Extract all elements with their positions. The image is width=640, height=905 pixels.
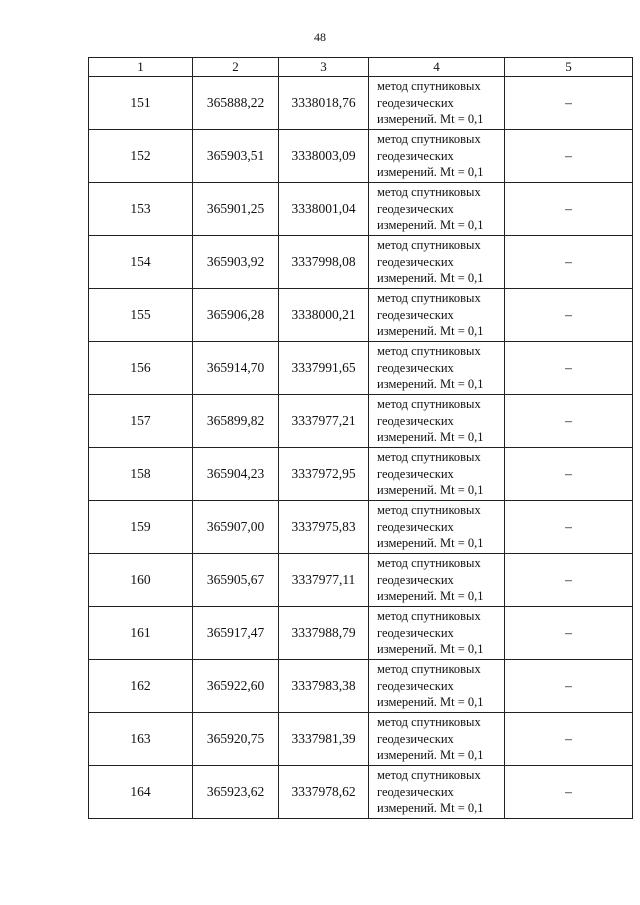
note-cell: – xyxy=(505,660,633,713)
coordinate-y-cell: 3337978,62 xyxy=(279,766,369,819)
point-number-cell: 164 xyxy=(89,766,193,819)
method-line: метод спутниковых xyxy=(377,185,481,200)
method-cell xyxy=(369,289,505,342)
table-row xyxy=(89,713,633,766)
coordinate-x-cell: 365899,82 xyxy=(193,395,279,448)
coordinate-y-cell: 3338001,04 xyxy=(279,183,369,236)
method-line: измерений. Mt = 0,1 xyxy=(377,377,484,392)
table-row xyxy=(89,342,633,395)
note-cell: – xyxy=(505,554,633,607)
coordinate-y-cell: 3338018,76 xyxy=(279,77,369,130)
method-line: измерений. Mt = 0,1 xyxy=(377,165,484,180)
method-line: метод спутниковых xyxy=(377,79,481,94)
coordinate-y-cell: 3337981,39 xyxy=(279,713,369,766)
header-col-5: 5 xyxy=(505,58,633,77)
table-row xyxy=(89,554,633,607)
method-line: измерений. Mt = 0,1 xyxy=(377,430,484,445)
point-number-cell: 161 xyxy=(89,607,193,660)
method-line: метод спутниковых xyxy=(377,715,481,730)
coordinate-y-cell: 3337977,11 xyxy=(279,554,369,607)
point-number-cell: 153 xyxy=(89,183,193,236)
method-line: геодезических xyxy=(377,360,454,375)
method-line: метод спутниковых xyxy=(377,132,481,147)
point-number-cell: 156 xyxy=(89,342,193,395)
point-number-cell: 160 xyxy=(89,554,193,607)
note-cell: – xyxy=(505,766,633,819)
note-cell: – xyxy=(505,130,633,183)
method-line: геодезических xyxy=(377,254,454,269)
header-col-3: 3 xyxy=(279,58,369,77)
method-line: измерений. Mt = 0,1 xyxy=(377,536,484,551)
method-line: геодезических xyxy=(377,466,454,481)
method-line: геодезических xyxy=(377,784,454,799)
table-row xyxy=(89,448,633,501)
table-row xyxy=(89,236,633,289)
note-cell: – xyxy=(505,236,633,289)
method-line: геодезических xyxy=(377,731,454,746)
method-cell xyxy=(369,130,505,183)
coordinate-y-cell: 3337977,21 xyxy=(279,395,369,448)
method-line: метод спутниковых xyxy=(377,662,481,677)
table-row xyxy=(89,77,633,130)
method-cell xyxy=(369,395,505,448)
method-cell xyxy=(369,713,505,766)
coordinate-y-cell: 3337975,83 xyxy=(279,501,369,554)
header-col-1: 1 xyxy=(89,58,193,77)
table-header xyxy=(89,58,633,77)
coordinate-y-cell: 3338000,21 xyxy=(279,289,369,342)
coordinate-x-cell: 365906,28 xyxy=(193,289,279,342)
table-row xyxy=(89,501,633,554)
point-number-cell: 158 xyxy=(89,448,193,501)
table-row xyxy=(89,766,633,819)
method-line: метод спутниковых xyxy=(377,503,481,518)
point-number-cell: 155 xyxy=(89,289,193,342)
point-number-cell: 152 xyxy=(89,130,193,183)
note-cell: – xyxy=(505,448,633,501)
method-cell xyxy=(369,660,505,713)
note-cell: – xyxy=(505,183,633,236)
method-line: измерений. Mt = 0,1 xyxy=(377,112,484,127)
method-line: метод спутниковых xyxy=(377,768,481,783)
method-line: измерений. Mt = 0,1 xyxy=(377,642,484,657)
method-line: метод спутниковых xyxy=(377,344,481,359)
coordinate-x-cell: 365922,60 xyxy=(193,660,279,713)
method-line: геодезических xyxy=(377,148,454,163)
method-cell xyxy=(369,342,505,395)
method-line: геодезических xyxy=(377,95,454,110)
coordinate-y-cell: 3337998,08 xyxy=(279,236,369,289)
method-line: измерений. Mt = 0,1 xyxy=(377,271,484,286)
coordinate-x-cell: 365920,75 xyxy=(193,713,279,766)
header-col-2: 2 xyxy=(193,58,279,77)
point-number-cell: 154 xyxy=(89,236,193,289)
coordinates-table xyxy=(88,57,633,819)
method-cell xyxy=(369,554,505,607)
coordinate-y-cell: 3337972,95 xyxy=(279,448,369,501)
method-cell xyxy=(369,236,505,289)
method-line: геодезических xyxy=(377,519,454,534)
coordinate-y-cell: 3337991,65 xyxy=(279,342,369,395)
header-row xyxy=(89,58,633,77)
table-row xyxy=(89,183,633,236)
table-row xyxy=(89,660,633,713)
coordinate-x-cell: 365907,00 xyxy=(193,501,279,554)
method-line: измерений. Mt = 0,1 xyxy=(377,483,484,498)
method-cell xyxy=(369,183,505,236)
method-line: метод спутниковых xyxy=(377,609,481,624)
note-cell: – xyxy=(505,713,633,766)
coordinate-x-cell: 365923,62 xyxy=(193,766,279,819)
method-line: геодезических xyxy=(377,413,454,428)
method-cell xyxy=(369,448,505,501)
method-line: измерений. Mt = 0,1 xyxy=(377,695,484,710)
header-col-4: 4 xyxy=(369,58,505,77)
note-cell: – xyxy=(505,607,633,660)
method-line: измерений. Mt = 0,1 xyxy=(377,218,484,233)
coordinate-x-cell: 365904,23 xyxy=(193,448,279,501)
coordinate-x-cell: 365901,25 xyxy=(193,183,279,236)
method-line: метод спутниковых xyxy=(377,397,481,412)
coordinate-x-cell: 365917,47 xyxy=(193,607,279,660)
coordinate-x-cell: 365888,22 xyxy=(193,77,279,130)
table-row xyxy=(89,395,633,448)
table-row xyxy=(89,130,633,183)
coordinate-y-cell: 3337983,38 xyxy=(279,660,369,713)
point-number-cell: 163 xyxy=(89,713,193,766)
method-line: геодезических xyxy=(377,572,454,587)
note-cell: – xyxy=(505,395,633,448)
method-line: геодезических xyxy=(377,678,454,693)
page-number: 48 xyxy=(314,30,326,44)
method-cell xyxy=(369,607,505,660)
method-cell xyxy=(369,766,505,819)
coordinate-x-cell: 365905,67 xyxy=(193,554,279,607)
method-line: геодезических xyxy=(377,307,454,322)
note-cell: – xyxy=(505,501,633,554)
method-line: измерений. Mt = 0,1 xyxy=(377,589,484,604)
method-line: измерений. Mt = 0,1 xyxy=(377,801,484,816)
method-cell xyxy=(369,501,505,554)
method-line: геодезических xyxy=(377,201,454,216)
method-line: геодезических xyxy=(377,625,454,640)
point-number-cell: 159 xyxy=(89,501,193,554)
method-line: метод спутниковых xyxy=(377,291,481,306)
table-row xyxy=(89,607,633,660)
method-line: метод спутниковых xyxy=(377,556,481,571)
point-number-cell: 151 xyxy=(89,77,193,130)
method-cell xyxy=(369,77,505,130)
note-cell: – xyxy=(505,77,633,130)
method-line: измерений. Mt = 0,1 xyxy=(377,324,484,339)
point-number-cell: 162 xyxy=(89,660,193,713)
table-body xyxy=(89,77,633,819)
method-line: метод спутниковых xyxy=(377,450,481,465)
coordinate-x-cell: 365903,92 xyxy=(193,236,279,289)
note-cell: – xyxy=(505,289,633,342)
note-cell: – xyxy=(505,342,633,395)
coordinate-x-cell: 365914,70 xyxy=(193,342,279,395)
coordinate-y-cell: 3338003,09 xyxy=(279,130,369,183)
method-line: метод спутниковых xyxy=(377,238,481,253)
point-number-cell: 157 xyxy=(89,395,193,448)
coordinate-y-cell: 3337988,79 xyxy=(279,607,369,660)
table-row xyxy=(89,289,633,342)
coordinate-x-cell: 365903,51 xyxy=(193,130,279,183)
method-line: измерений. Mt = 0,1 xyxy=(377,748,484,763)
